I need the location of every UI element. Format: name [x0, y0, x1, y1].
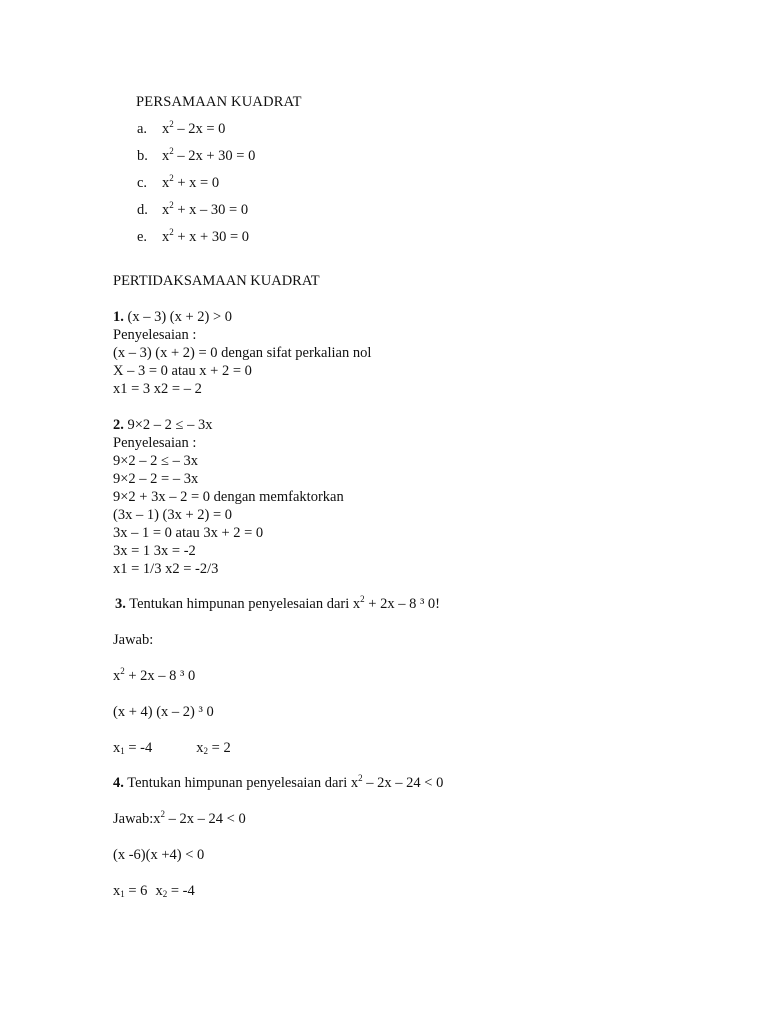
term: – 2x – 24 < 0: [165, 811, 246, 827]
term: x: [113, 668, 121, 684]
solution-line: 3x – 1 = 0 atau 3x + 2 = 0: [113, 525, 264, 541]
problem-number: 2.: [113, 417, 124, 433]
term: x: [162, 148, 170, 164]
list-label: e.: [137, 229, 148, 245]
exponent: 2: [120, 666, 125, 676]
problem-4-question: [113, 774, 443, 792]
exponent: 2: [160, 809, 166, 819]
solution-line: X – 3 = 0 atau x + 2 = 0: [113, 363, 252, 379]
term: + x = 0: [173, 175, 220, 191]
term: x: [162, 202, 170, 218]
exponent: 2: [169, 200, 174, 210]
exponent: 2: [169, 119, 174, 129]
term: = -4: [124, 740, 153, 756]
term: + x + 30 = 0: [173, 229, 250, 245]
solution-line: (3x – 1) (3x + 2) = 0: [113, 507, 233, 523]
solution-line: [113, 667, 195, 685]
problem-text: – 2x – 24 < 0: [362, 775, 444, 791]
problem-2-question: [113, 416, 213, 434]
term: + x – 30 = 0: [173, 202, 249, 218]
solution-line: 9×2 – 2 = – 3x: [113, 471, 199, 487]
term: x: [196, 740, 204, 756]
solution-line: Penyelesaian :: [113, 327, 197, 343]
problem-number: 3.: [115, 596, 126, 612]
subscript: 2: [162, 889, 168, 899]
problem-number: 1.: [113, 309, 124, 325]
subscript: 2: [203, 746, 209, 756]
list-item: [137, 120, 225, 138]
solution-line: Penyelesaian :: [113, 435, 197, 451]
exponent: 2: [169, 146, 174, 156]
term: x: [162, 229, 170, 245]
exponent: 2: [169, 227, 174, 237]
problem-number: 4.: [113, 775, 124, 791]
problem-text: 9×2 – 2 ≤ – 3x: [123, 417, 213, 433]
solution-line: 9×2 + 3x – 2 = 0 dengan memfaktorkan: [113, 489, 344, 505]
problem-3-question: [115, 595, 440, 613]
term: Jawab:x: [113, 811, 161, 827]
exponent: 2: [358, 773, 363, 783]
term: – 2x = 0: [173, 121, 226, 137]
term: x: [113, 883, 121, 899]
term: = 2: [208, 740, 231, 756]
solution-line: (x -6)(x +4) < 0: [113, 847, 205, 863]
list-label: d.: [137, 202, 148, 218]
term: – 2x + 30 = 0: [173, 148, 256, 164]
answer-label: Jawab:: [113, 632, 154, 648]
solution-line: 9×2 – 2 ≤ – 3x: [113, 453, 199, 469]
problem-text: + 2x – 8 ³ 0!: [364, 596, 441, 612]
exponent: 2: [169, 173, 174, 183]
solution-line: 3x = 1 3x = -2: [113, 543, 196, 559]
term: x: [155, 883, 163, 899]
solution-line: (x + 4) (x – 2) ³ 0: [113, 704, 214, 720]
problem-text: (x – 3) (x + 2) > 0: [123, 309, 233, 325]
problem-text: Tentukan himpunan penyelesaian dari x: [123, 775, 359, 791]
solution-line: x1 = 1/3 x2 = -2/3: [113, 561, 219, 577]
list-label: c.: [137, 175, 148, 191]
heading-persamaan-kuadrat: PERSAMAAN KUADRAT: [136, 94, 302, 110]
subscript: 1: [120, 889, 125, 899]
list-label: a.: [137, 121, 148, 137]
heading-pertidaksamaan-kuadrat: PERTIDAKSAMAAN KUADRAT: [113, 273, 320, 289]
answer-line: [113, 810, 246, 828]
term: x: [162, 121, 170, 137]
solution-roots: [113, 739, 231, 757]
list-item: [137, 147, 255, 165]
list-item: [137, 228, 249, 246]
solution-roots: [113, 882, 195, 900]
term: x: [113, 740, 121, 756]
problem-text: Tentukan himpunan penyelesaian dari x: [125, 596, 361, 612]
term: = 6: [124, 883, 148, 899]
problem-1-question: [113, 308, 232, 326]
list-item: [137, 201, 248, 219]
subscript: 1: [120, 746, 125, 756]
list-item: [137, 174, 219, 192]
exponent: 2: [360, 594, 365, 604]
term: = -4: [167, 883, 195, 899]
solution-line: x1 = 3 x2 = – 2: [113, 381, 202, 397]
term: x: [162, 175, 170, 191]
list-label: b.: [137, 148, 148, 164]
term: + 2x – 8 ³ 0: [124, 668, 196, 684]
solution-line: (x – 3) (x + 2) = 0 dengan sifat perkalian nol: [113, 345, 372, 361]
